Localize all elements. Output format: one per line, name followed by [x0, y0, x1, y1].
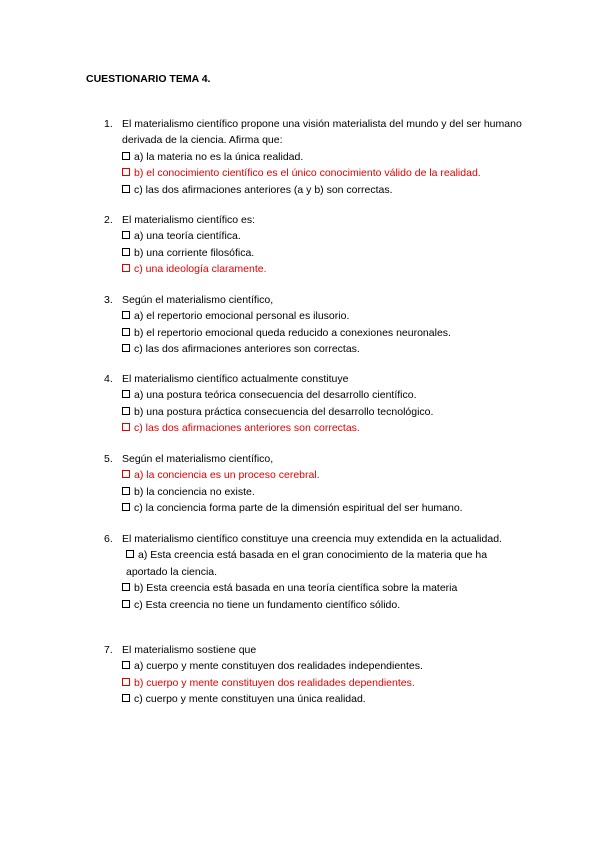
question-number: 5.	[104, 453, 113, 465]
question-6	[104, 531, 524, 613]
checkbox-icon[interactable]	[122, 694, 130, 702]
question-text: Según el materialismo científico,	[122, 453, 274, 465]
checkbox-icon[interactable]	[122, 423, 130, 431]
option-a[interactable]: a) una teoría científica.	[122, 228, 524, 244]
question-number: 7.	[104, 644, 113, 656]
question-7	[104, 642, 524, 708]
option-a[interactable]: a) Esta creencia está basada en el gran conocimiento de la materia que ha aportado la ciencia.	[126, 549, 488, 578]
option-c[interactable]: c) una ideología claramente.	[122, 261, 524, 277]
checkbox-icon[interactable]	[122, 231, 130, 239]
page-title: CUESTIONARIO TEMA 4.	[86, 73, 211, 85]
question-text: El materialismo científico es:	[122, 214, 256, 226]
checkbox-icon[interactable]	[122, 470, 130, 478]
question-text: El materialismo sostiene que	[122, 644, 257, 656]
option-c[interactable]: c) las dos afirmaciones anteriores son correctas.	[122, 341, 524, 357]
question-3	[104, 292, 524, 358]
question-text: El materialismo científico actualmente constituye	[122, 373, 349, 385]
checkbox-icon[interactable]	[122, 678, 130, 686]
question-1	[104, 116, 524, 198]
checkbox-icon[interactable]	[122, 487, 130, 495]
checkbox-icon[interactable]	[122, 583, 130, 591]
checkbox-icon[interactable]	[122, 407, 130, 415]
option-b[interactable]: b) una postura práctica consecuencia del desarrollo tecnológico.	[122, 404, 524, 420]
option-b[interactable]: b) el conocimiento científico es el único conocimiento válido de la realidad.	[122, 165, 524, 181]
checkbox-icon[interactable]	[122, 152, 130, 160]
option-c[interactable]: c) Esta creencia no tiene un fundamento científico sólido.	[122, 597, 524, 613]
checkbox-icon[interactable]	[122, 344, 130, 352]
option-a[interactable]: a) la conciencia es un proceso cerebral.	[122, 467, 524, 483]
option-a[interactable]: a) una postura teórica consecuencia del desarrollo científico.	[122, 387, 524, 403]
option-c[interactable]: c) las dos afirmaciones anteriores son correctas.	[122, 420, 524, 436]
question-number: 2.	[104, 214, 113, 226]
option-a[interactable]: a) la materia no es la única realidad.	[122, 149, 524, 165]
question-text: El materialismo científico constituye una creencia muy extendida en la actualidad.	[122, 533, 502, 545]
option-c[interactable]: c) cuerpo y mente constituyen una única realidad.	[122, 691, 524, 707]
question-2	[104, 212, 524, 278]
checkbox-icon[interactable]	[122, 600, 130, 608]
question-text: El materialismo científico propone una visión materialista del mundo y del ser humano derivada de la ciencia. Afirma que:	[122, 118, 522, 147]
option-b[interactable]: b) cuerpo y mente constituyen dos realidades dependientes.	[122, 675, 524, 691]
option-b[interactable]: b) una corriente filosófica.	[122, 245, 524, 261]
checkbox-icon[interactable]	[122, 185, 130, 193]
checkbox-icon[interactable]	[122, 264, 130, 272]
question-4	[104, 371, 524, 437]
question-number: 3.	[104, 294, 113, 306]
checkbox-icon[interactable]	[122, 248, 130, 256]
option-b[interactable]: b) Esta creencia está basada en una teoría científica sobre la materia	[122, 580, 524, 596]
checkbox-icon[interactable]	[122, 661, 130, 669]
checkbox-icon[interactable]	[122, 311, 130, 319]
question-number: 1.	[104, 118, 113, 130]
option-b[interactable]: b) el repertorio emocional queda reducido a conexiones neuronales.	[122, 325, 524, 341]
question-number: 6.	[104, 533, 113, 545]
question-number: 4.	[104, 373, 113, 385]
checkbox-icon[interactable]	[122, 390, 130, 398]
question-text: Según el materialismo científico,	[122, 294, 274, 306]
option-a[interactable]: a) cuerpo y mente constituyen dos realidades independientes.	[122, 658, 524, 674]
option-c[interactable]: c) la conciencia forma parte de la dimensión espiritual del ser humano.	[122, 500, 524, 516]
checkbox-icon[interactable]	[122, 503, 130, 511]
option-c[interactable]: c) las dos afirmaciones anteriores (a y b) son correctas.	[122, 182, 524, 198]
checkbox-icon[interactable]	[126, 550, 134, 558]
question-5	[104, 451, 524, 517]
option-b[interactable]: b) la conciencia no existe.	[122, 484, 524, 500]
option-a[interactable]: a) el repertorio emocional personal es ilusorio.	[122, 308, 524, 324]
checkbox-icon[interactable]	[122, 168, 130, 176]
checkbox-icon[interactable]	[122, 328, 130, 336]
